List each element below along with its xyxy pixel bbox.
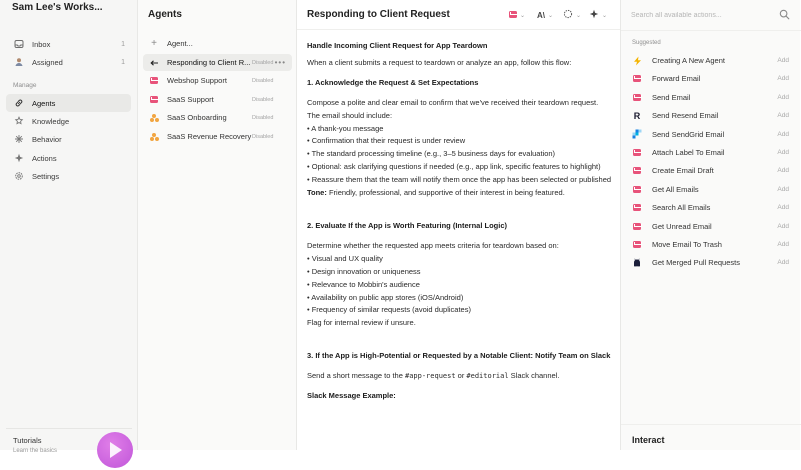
gmail-icon	[632, 203, 642, 213]
sidebar-item-label: Knowledge	[32, 116, 70, 126]
gmail-icon	[632, 92, 642, 102]
agents-title: Agents	[148, 9, 182, 20]
add-action-button[interactable]: Add	[777, 130, 789, 138]
sidebar-item-label: Behavior	[32, 134, 62, 144]
agent-status: Disabled	[252, 96, 274, 103]
section-2-heading: 2. Evaluate If the App is Worth Featuring (Internal Logic)	[307, 220, 508, 230]
channel-app-request: #app-request	[404, 372, 456, 381]
section-1-bullet: • The standard processing timeline (e.g., 3–5 business days for evaluation)	[307, 149, 556, 159]
section-3-text-a: Send a short message to the	[307, 371, 405, 381]
sidebar-item-label: Assigned	[32, 57, 63, 67]
sidebar-item-label: Settings	[32, 171, 60, 181]
instructions-heading: Handle Incoming Client Request for App Teardown	[307, 41, 488, 50]
section-2-bullet: • Design innovation or uniqueness	[307, 266, 421, 276]
action-name: Send SendGrid Email	[652, 129, 725, 139]
action-name: Forward Email	[652, 74, 701, 84]
more-options-icon[interactable]: •••	[274, 58, 286, 67]
section-1-include: The email should include:	[307, 110, 393, 120]
model-dropdown[interactable]	[537, 9, 553, 21]
gmail-icon	[632, 148, 642, 158]
action-name: Get Unread Email	[652, 221, 712, 231]
action-item[interactable]	[627, 162, 795, 179]
instructions-intro: When a client submits a request to teardown or analyze an app, follow this flow:	[307, 57, 572, 67]
action-name: Get All Emails	[652, 184, 699, 194]
back-arrow-icon	[149, 58, 159, 68]
sidebar-item-inbox[interactable]	[6, 35, 131, 53]
section-1-bullet: • Confirmation that their request is under review	[307, 136, 466, 146]
sidebar	[0, 0, 138, 454]
agent-item-saas-support[interactable]	[143, 91, 292, 108]
anthropic-icon: A\	[537, 10, 545, 20]
section-2-bullet: • Availability on public app stores (iOS/Android)	[307, 292, 464, 302]
divider	[621, 30, 801, 31]
add-action-button[interactable]: Add	[777, 222, 789, 230]
add-action-button[interactable]: Add	[777, 167, 789, 175]
actions-icon	[13, 152, 25, 164]
action-item[interactable]	[627, 218, 795, 235]
link-icon	[13, 97, 25, 109]
agent-status: Disabled	[252, 59, 274, 66]
add-action-button[interactable]: Add	[777, 241, 789, 248]
agent-name: SaaS Support	[167, 95, 214, 104]
gmail-icon	[632, 166, 642, 176]
add-action-button[interactable]: Add	[777, 259, 789, 267]
add-action-button[interactable]: Add	[777, 57, 789, 64]
add-action-button[interactable]: Add	[777, 112, 789, 120]
actions-search-input[interactable]	[631, 8, 781, 22]
gmail-icon	[632, 221, 642, 231]
sidebar-item-label: Inbox	[32, 39, 51, 49]
action-item[interactable]	[627, 144, 795, 161]
add-action-button[interactable]: Add	[777, 149, 789, 156]
section-label-manage: Manage	[13, 82, 37, 89]
agent-status: Disabled	[252, 77, 274, 84]
divider	[621, 424, 801, 425]
gmail-icon	[149, 76, 159, 86]
chevron-down-icon: ⌄	[576, 12, 582, 19]
tutorials-subtitle: Learn the basics	[13, 448, 58, 454]
gmail-icon	[632, 74, 642, 84]
action-item[interactable]	[627, 236, 795, 253]
section-1-intro: Compose a polite and clear email to confirm that we've received their teardown request.	[307, 97, 599, 107]
tone-label: Tone:	[307, 188, 327, 198]
chevron-down-icon: ⌄	[602, 12, 608, 19]
gmail-icon	[509, 11, 517, 20]
play-button-icon[interactable]	[97, 432, 133, 468]
sidebar-item-assigned[interactable]	[6, 53, 131, 71]
sidebar-item-actions[interactable]	[6, 149, 131, 167]
github-icon	[632, 258, 642, 268]
sidebar-item-label: Actions	[32, 153, 57, 163]
knowledge-icon	[13, 115, 25, 127]
sidebar-item-knowledge[interactable]	[6, 112, 131, 130]
action-name: Search All Emails	[652, 203, 711, 213]
people-icon	[149, 113, 159, 123]
search-icon[interactable]	[779, 9, 791, 21]
gear-icon	[13, 170, 25, 182]
section-2-intro: Determine whether the requested app meets criteria for teardown based on:	[307, 240, 559, 250]
inbox-icon	[13, 38, 25, 50]
agents-panel	[138, 0, 297, 450]
people-icon	[149, 132, 159, 142]
tutorials-title: Tutorials	[13, 436, 42, 445]
page-title: Responding to Client Request	[307, 9, 450, 20]
action-item[interactable]	[627, 126, 795, 143]
section-1-tone	[307, 187, 612, 200]
agent-item-saas-revenue[interactable]	[143, 128, 292, 145]
chevron-down-icon: ⌄	[548, 12, 554, 19]
action-name: Attach Label To Email	[652, 148, 725, 157]
action-item[interactable]	[627, 107, 795, 124]
gmail-icon	[632, 184, 642, 194]
instructions-editor[interactable]	[307, 40, 612, 403]
main-header	[297, 0, 620, 30]
slack-example-heading: Slack Message Example:	[307, 391, 396, 401]
action-item[interactable]	[627, 70, 795, 87]
agent-status: Disabled	[252, 133, 274, 140]
action-item[interactable]	[627, 199, 795, 216]
inbox-count: 1	[121, 40, 125, 48]
section-2-bullet: • Relevance to Mobbin's audience	[307, 279, 420, 289]
agent-name: Webshop Support	[167, 76, 227, 85]
section-2-bullet: • Frequency of similar requests (avoid duplicates)	[307, 305, 471, 315]
resend-icon: R	[633, 110, 641, 121]
action-item[interactable]	[627, 89, 795, 106]
settings-dropdown[interactable]	[563, 9, 581, 21]
tone-text: Friendly, professional, and supportive of their interest in being featured.	[326, 188, 565, 198]
assigned-count: 1	[121, 58, 125, 66]
interact-title: Interact	[632, 435, 665, 445]
behavior-icon	[13, 133, 25, 145]
add-action-button[interactable]: Add	[777, 204, 789, 212]
add-action-button[interactable]: Add	[777, 75, 789, 83]
add-action-button[interactable]: Add	[777, 93, 789, 101]
agent-item-responding[interactable]	[143, 54, 292, 71]
workspace-name[interactable]: Sam Lee's Works...	[12, 2, 103, 13]
action-name: Creating A New Agent	[652, 56, 725, 65]
new-agent-label: Agent...	[167, 39, 193, 48]
sidebar-item-behavior[interactable]	[6, 130, 131, 148]
gmail-icon	[149, 95, 159, 105]
section-2-flag: Flag for internal review if unsure.	[307, 318, 416, 328]
plus-icon: +	[151, 38, 157, 49]
section-3-heading: 3. If the App is High-Potential or Requested by a Notable Client: Notify Team on Slack	[307, 351, 611, 361]
agent-name: Responding to Client R...	[167, 58, 251, 67]
main-panel	[297, 0, 620, 450]
add-action-button[interactable]: Add	[777, 185, 789, 193]
section-3-text	[307, 370, 612, 383]
agent-status: Disabled	[252, 114, 274, 121]
gmail-trigger-dropdown[interactable]	[509, 9, 525, 21]
dotted-circle-icon	[563, 9, 573, 21]
action-name: Send Resend Email	[652, 111, 719, 121]
sparkle-dropdown[interactable]	[589, 9, 607, 21]
section-1-heading: 1. Acknowledge the Request & Set Expectations	[307, 77, 479, 87]
sendgrid-icon	[632, 129, 642, 139]
agent-item-webshop[interactable]	[143, 72, 292, 89]
gmail-icon	[632, 240, 642, 250]
chevron-down-icon: ⌄	[520, 12, 526, 19]
agent-item-saas-onboarding[interactable]	[143, 109, 292, 126]
action-item[interactable]	[627, 181, 795, 198]
section-1-bullet: • A thank-you message	[307, 123, 384, 133]
sidebar-item-settings[interactable]	[6, 167, 131, 185]
action-name: Send Email	[652, 92, 691, 102]
action-name: Move Email To Trash	[652, 240, 722, 249]
sidebar-item-label: Agents	[32, 98, 56, 108]
action-name: Create Email Draft	[652, 166, 714, 176]
lightning-icon	[632, 56, 642, 66]
sidebar-item-agents[interactable]	[6, 94, 131, 112]
assigned-icon	[13, 56, 25, 68]
section-3-text-c: Slack channel.	[508, 371, 560, 381]
section-3-text-b: or	[455, 371, 467, 381]
channel-editorial: #editorial	[466, 372, 509, 381]
action-item[interactable]	[627, 254, 795, 271]
new-agent-button[interactable]	[143, 35, 292, 52]
actions-panel	[620, 0, 800, 450]
section-2-bullet: • Visual and UX quality	[307, 253, 383, 263]
suggested-label: Suggested	[632, 40, 661, 46]
section-1-bullet: • Reassure them that the team will notify them once the app has been selected or published	[307, 175, 612, 185]
agent-name: SaaS Onboarding	[167, 113, 227, 122]
action-name: Get Merged Pull Requests	[652, 258, 740, 268]
agent-name: SaaS Revenue Recovery	[167, 132, 252, 141]
section-1-bullet: • Optional: ask clarifying questions if needed (e.g., app link, specific features to highlight)	[307, 162, 601, 172]
action-item[interactable]	[627, 52, 795, 69]
sparkle-icon	[589, 9, 599, 21]
